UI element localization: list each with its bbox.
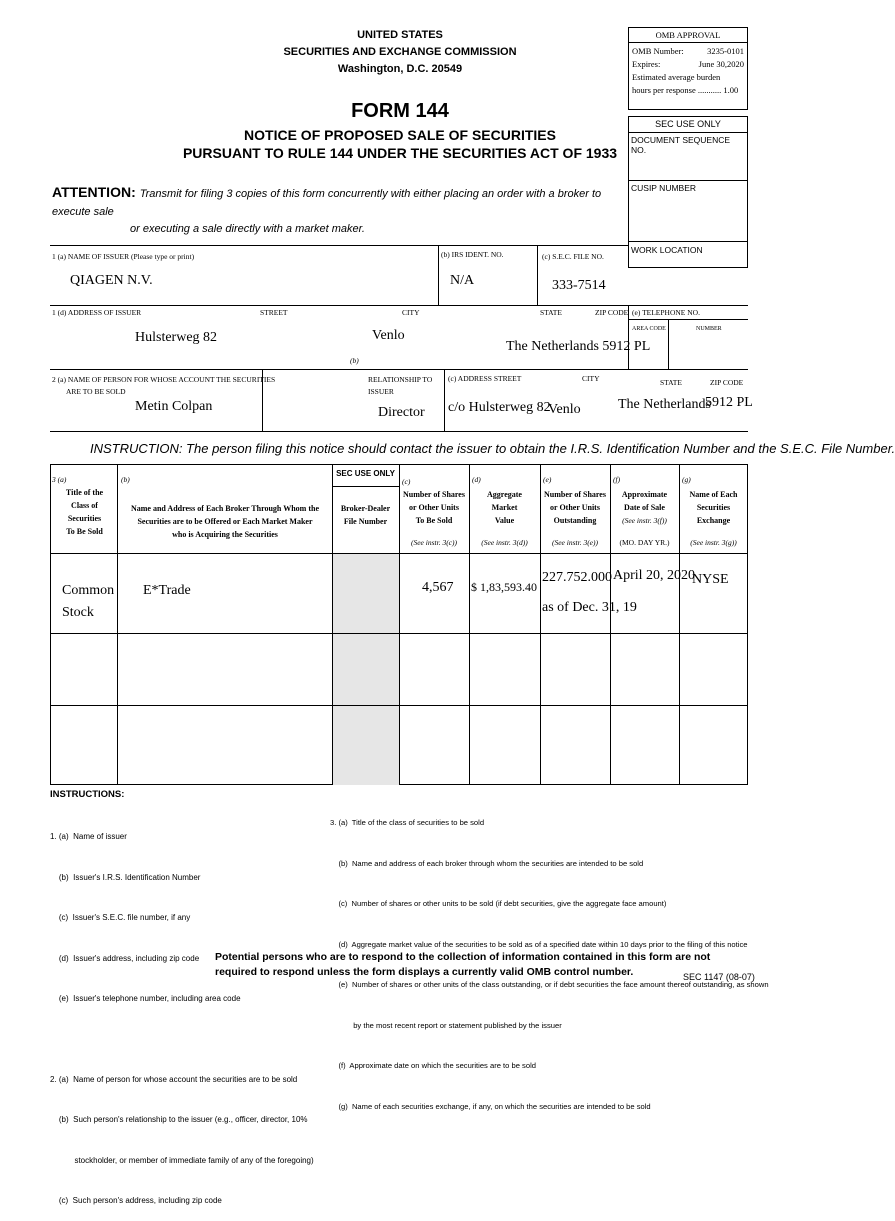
agency-line-3: Washington, D.C. 20549 [337, 63, 463, 75]
table-header-line [50, 553, 748, 554]
col-f-head-1: Approximate [621, 490, 668, 499]
col-b-head-3: who is Acquiring the Securities [172, 530, 278, 539]
agency-line-1: UNITED STATES [357, 29, 443, 41]
col-d-see: (See instr. 3(d)) [481, 538, 528, 547]
person-zip-label: ZIP CODE [710, 378, 744, 387]
doc-seq-label: DOCUMENT SEQUENCE NO. [631, 135, 731, 155]
col-c-head-2: or Other Units [409, 503, 459, 512]
col-g-head-1: Name of Each [689, 490, 738, 499]
omb-number-label: OMB Number: [632, 46, 684, 56]
omb-number-value: 3235-0101 [707, 46, 744, 56]
footer-notice [215, 950, 711, 980]
row1-outstanding-line-2: as of Dec. 31, 19 [542, 600, 637, 615]
instr-left-7: 2. (a) Name of person for whose account the securities are to be sold [50, 1074, 298, 1084]
col-b-tag: (b) [121, 475, 130, 484]
col-g-see: (See instr. 3(g)) [690, 538, 737, 547]
instr-left-9: stockholder, or member of immediate family of any of the foregoing) [50, 1155, 314, 1165]
sec-use-box [628, 116, 748, 268]
col-a-head-4: To Be Sold [66, 527, 103, 536]
col-f-header [610, 488, 679, 527]
col-d-head-3: Value [494, 516, 515, 525]
instr-left-10: (c) Such person's address, including zip code [50, 1196, 222, 1205]
col-e-see: (See instr. 3(e)) [551, 538, 599, 547]
col-e-head-2: or Other Units [550, 503, 600, 512]
broker-head-2: File Number [343, 517, 388, 526]
person-label-line-1: 2 (a) NAME OF PERSON FOR WHOSE ACCOUNT THE SECURITIES [52, 375, 276, 384]
form-title: FORM 144 [351, 100, 449, 122]
omb-number-row [632, 45, 744, 58]
attention-label: ATTENTION: [52, 184, 136, 200]
omb-burden-1: Estimated average burden [632, 72, 721, 82]
broker-dealer-header [332, 502, 399, 528]
instr-left-8: (b) Such person's relationship to the issuer (e.g., officer, director, 10% [50, 1115, 308, 1124]
instr-left-4: (d) Issuer's address, including zip code [50, 953, 200, 963]
attention-line-2: or executing a sale directly with a market maker. [130, 223, 365, 235]
person-state-value[interactable]: The Netherlands [618, 397, 711, 412]
state-label: STATE [540, 308, 562, 317]
col-c-see: (See instr. 3(c)) [410, 538, 458, 547]
issuer-divider-1 [438, 245, 439, 305]
omb-expires-value: June 30,2020 [698, 59, 744, 69]
col-g-header [679, 488, 748, 527]
col-c-head-1: Number of Shares [403, 490, 465, 499]
omb-expires-row [632, 58, 744, 71]
col-d-head-2: Market [491, 503, 518, 512]
instr-left-3: (c) Issuer's S.E.C. file number, if any [50, 913, 191, 922]
col-a-head-2: Class of [71, 501, 98, 510]
person-divider-2 [444, 369, 445, 431]
omb-details [629, 43, 747, 97]
instr-left-2: (b) Issuer's I.R.S. Identification Number [50, 872, 201, 882]
sec-file-label: (c) S.E.C. FILE NO. [542, 252, 604, 261]
phone-divider [628, 305, 629, 369]
row1-value[interactable]: $ 1,83,593.40 [471, 580, 537, 594]
instr-right-1: 3. (a) Title of the class of securities to be sold [330, 818, 485, 827]
col-a-head-1: Title of the [65, 488, 104, 497]
agency-block [250, 27, 550, 78]
col-b-head-2: Securities are to be Offered or Each Market Maker [137, 517, 313, 526]
row1-shares[interactable]: 4,567 [422, 580, 454, 595]
col-f-see: (MO. DAY YR.) [619, 538, 670, 547]
irs-value[interactable]: N/A [450, 273, 475, 288]
relationship-label-line-1: RELATIONSHIP TO [368, 375, 433, 384]
col-c-header [399, 488, 469, 527]
omb-approval-box [628, 27, 748, 110]
zip-label: ZIP CODE [595, 308, 629, 317]
relationship-label [368, 374, 432, 398]
instructions-title: INSTRUCTIONS: [50, 789, 125, 800]
issuer-divider-2 [537, 245, 538, 305]
phone-sub-line [628, 319, 748, 320]
col-f-tag: (f) [613, 475, 621, 484]
subtitle-line-2: PURSUANT TO RULE 144 UNDER THE SECURITIES ACT OF 1933 [182, 145, 618, 161]
attention-block [52, 184, 627, 235]
issuer-street-value[interactable]: Hulsterweg 82 [135, 330, 218, 345]
sec-use-divider-2 [629, 241, 747, 242]
person-address-label: (c) ADDRESS STREET [448, 374, 522, 383]
instr-right-8: (g) Name of each securities exchange, if any, on which the securities are intended to be sold [330, 1101, 651, 1111]
instructions-left [50, 803, 340, 1221]
instr-right-5: (e) Number of shares or other units of the class outstanding, or if debt securities the face amount thereof outstanding, as shown [330, 980, 769, 989]
instr-right-7: (f) Approximate date on which the securities are to be sold [330, 1061, 536, 1070]
issuer-address-label: 1 (d) ADDRESS OF ISSUER [52, 308, 142, 317]
person-divider-1 [262, 369, 263, 431]
row1-broker[interactable]: E*Trade [143, 583, 191, 598]
attention-line-1: Transmit for filing 3 copies of this form concurrently with either placing an order with a broker to execute sale [52, 188, 602, 218]
sec-use-title: SEC USE ONLY [629, 117, 747, 133]
col-g-tag: (g) [682, 475, 691, 484]
row1-date[interactable]: April 20, 2020 [613, 568, 696, 583]
row1-class-line-1: Common [62, 583, 115, 598]
work-location-label: WORK LOCATION [631, 245, 703, 255]
col-e-head-1: Number of Shares [544, 490, 606, 499]
sec-file-value[interactable]: 333-7514 [552, 278, 606, 293]
form-subtitle [180, 126, 620, 162]
street-label: STREET [260, 308, 288, 317]
col-e-tag: (e) [543, 475, 552, 484]
instruction-text: INSTRUCTION: The person filing this notice should contact the issuer to obtain the I.R.S. Identification Number and the S.E.C. File Number. [90, 441, 895, 456]
col-g-head-2: Securities [696, 503, 731, 512]
relationship-value[interactable]: Director [378, 405, 425, 420]
address-top-line [50, 305, 748, 306]
person-street-value[interactable]: c/o Hulsterweg 82 [448, 400, 551, 415]
person-state-label: STATE [660, 378, 682, 387]
number-label: NUMBER [696, 326, 722, 332]
omb-burden-2: hours per response ........... 1.00 [632, 85, 739, 95]
col-d-tag: (d) [472, 475, 481, 484]
col-d-header [469, 488, 540, 527]
phone-label: (e) TELEPHONE NO. [632, 308, 700, 317]
col-f-head-3: (See instr. 3(f)) [622, 516, 667, 525]
row1-class-line-2: Stock [62, 605, 94, 620]
sec-use-head-line [332, 486, 399, 487]
person-label-line-2: ARE TO BE SOLD [66, 387, 126, 396]
col-c-head-3: To Be Sold [415, 516, 453, 525]
col-e-header [540, 488, 610, 527]
issuer-name-label: 1 (a) NAME OF ISSUER (Please type or print) [52, 252, 195, 261]
issuer-state-zip-value[interactable]: The Netherlands 5912 PL [506, 339, 651, 354]
instr-left-5: (e) Issuer's telephone number, including area code [50, 994, 241, 1003]
cusip-label: CUSIP NUMBER [631, 183, 697, 193]
col-b-head-1: Name and Address of Each Broker Through Whom the [130, 504, 320, 513]
person-top-line [50, 369, 748, 370]
agency-line-2: SECURITIES AND EXCHANGE COMMISSION [283, 46, 517, 58]
footer-notice-line-1: Potential persons who are to respond to the collection of information contained in this form are not [215, 951, 711, 963]
person-zip-value[interactable]: 5912 PL [705, 395, 753, 410]
col-f-head-2: Date of Sale [624, 503, 665, 512]
sec-use-divider-1 [629, 180, 747, 181]
issuer-city-value[interactable]: Venlo [372, 328, 405, 343]
sec-use-only-header: SEC USE ONLY [336, 469, 395, 478]
person-name-value[interactable]: Metin Colpan [135, 399, 213, 414]
col-c-tag: (c) [402, 477, 411, 486]
row1-outstanding-line-1: 227.752.000 [542, 570, 612, 585]
instr-left-6 [50, 1033, 340, 1046]
irs-label: (b) IRS IDENT. NO. [441, 250, 504, 259]
footer-notice-line-2: required to respond unless the form displays a currently valid OMB control number. [215, 966, 634, 978]
city-label: CITY [402, 308, 420, 317]
col-a-head-3: Securities [67, 514, 102, 523]
row1-class[interactable] [62, 580, 114, 624]
col-d-head-1: Aggregate [487, 490, 522, 499]
sec-use-column-shade [332, 553, 399, 785]
omb-expires-label: Expires: [632, 59, 661, 69]
instr-right-6: by the most recent report or statement published by the issuer [330, 1020, 562, 1030]
issuer-top-line [50, 245, 628, 246]
omb-title: OMB APPROVAL [629, 28, 747, 43]
person-bottom-line [50, 431, 748, 432]
instr-right-3: (c) Number of shares or other units to be sold (if debt securities, give the aggregate face amount) [330, 899, 667, 908]
person-city-value[interactable]: Venlo [548, 402, 581, 417]
instr-right-4: (d) Aggregate market value of the securities to be sold as of a specified date within 10 days prior to the filing of this notice [330, 939, 748, 949]
broker-head-1: Broker-Dealer [340, 504, 391, 513]
area-code-label: AREA CODE [632, 326, 666, 332]
col-b-header [118, 502, 332, 541]
instr-left-1: 1. (a) Name of issuer [50, 832, 127, 841]
person-label [52, 374, 275, 398]
table-row-line-1 [50, 633, 748, 634]
area-code-divider [668, 319, 669, 369]
form-code: SEC 1147 (08-07) [683, 972, 755, 982]
table-row-line-2 [50, 705, 748, 706]
instr-right-2: (b) Name and address of each broker through whom the securities are intended to be sold [330, 858, 644, 868]
col-e-head-3: Outstanding [553, 516, 597, 525]
issuer-name-value[interactable]: QIAGEN N.V. [70, 273, 153, 288]
col-g-head-3: Exchange [696, 516, 731, 525]
b-marker: (b) [350, 356, 359, 365]
person-city-label: CITY [582, 374, 600, 383]
col-a-tag: 3 (a) [52, 475, 67, 484]
subtitle-line-1: NOTICE OF PROPOSED SALE OF SECURITIES [244, 127, 556, 143]
relationship-label-line-2: ISSUER [368, 387, 394, 396]
row1-exchange[interactable]: NYSE [692, 572, 729, 587]
col-a-header [52, 486, 117, 538]
